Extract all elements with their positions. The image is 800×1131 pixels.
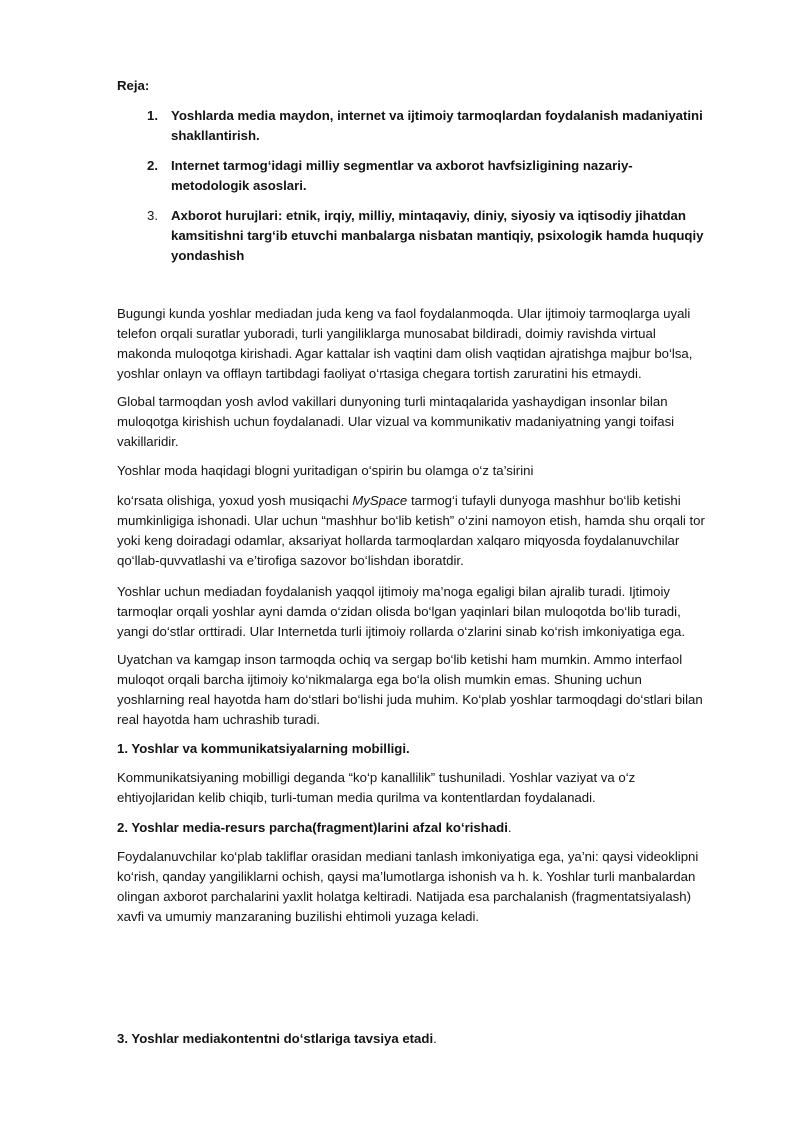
plan-item [117,206,707,266]
plan-list [117,106,707,276]
paragraph: Uyatchan va kamgap inson tarmoqda ochiq va sergap bo‘lib ketishi ham mumkin. Ammo interfaol muloqot orqali barcha ijtimoiy ko‘nikmalarga ega bo‘la olish mumkin emas. Shuning uchun yoshlarning real hayotda ham do‘stlari bo‘lishi juda muhim. Ko‘plab yoshlar tarmoqdagi do‘stlari bilan real hayotda ham uchrashib turadi. [117,652,703,727]
plan-item-text: Axborot hurujlari: etnik, irqiy, milliy, mintaqaviy, diniy, siyosiy va iqtisodiy jihatdan kamsitishni targ‘ib etuvchi manbalarga nisbatan mantiqiy, psixologik hamda huquqiy yondashish [171,208,704,263]
paragraph: Global tarmoqdan yosh avlod vakillari dunyoning turli mintaqalarida yashaydigan insonlar bilan muloqotga kirishish uchun foydalanadi. Ular vizual va kommunikativ madaniyatning yangi toifasi vakillaridir. [117,394,675,449]
myspace-italic: MySpace [352,493,408,508]
section-heading-text: 2. Yoshlar media-resurs parcha(fragment)larini afzal ko‘rishadi [117,820,508,835]
plan-item-text: Internet tarmog‘idagi milliy segmentlar va axborot havfsizligining nazariy-metodologik asoslari. [171,158,633,193]
section-heading [117,1029,707,1049]
paragraph [117,491,707,571]
paragraph: Yoshlar uchun mediadan foydalanish yaqqol ijtimoiy ma’noga egaligi bilan ajralib turadi. Ijtimoiy tarmoqlar orqali yoshlar ayni damda o‘zidan olisda bo‘lgan yaqinlari bilan muloqotda bo‘lib turadi, yangi do‘stlar orttiradi. Ular Internetda turli ijtimoiy rollarda o‘zlarini sinab ko‘rish imkoniyatiga ega. [117,584,686,639]
plan-item-text: Yoshlarda media maydon, internet va ijtimoiy tarmoqlardan foydalanish madaniyatini shakllantirish. [171,108,703,143]
paragraph-text: tarmog‘i tufayli dunyoga mashhur bo‘lib ketishi mumkinligiga ishonadi. Ular uchun “mashhur bo‘lib ketish” o‘zini namoyon etish, hamda shu orqali tor yoki keng doiradagi odamlar, aksariyat hollarda tarmoqlardan xalqaro miqyosda foydalanuvchilar qo‘llab-quvvatlashi va e’tirofiga sazovor bo‘lishdan iboratdir. [117,493,705,568]
plan-item [117,106,707,146]
plan-item-number: 3. [147,208,158,223]
paragraph: Bugungi kunda yoshlar mediadan juda keng va faol foydalanmoqda. Ular ijtimoiy tarmoqlarga uyali telefon orqali suratlar yuboradi, turli yangiliklarga munosabat bildiradi, doimiy ravishda virtual makonda muloqotga kirishadi. Agar kattalar ish vaqtini dam olish vaqtidan ajratishga majbur bo‘lsa, yoshlar onlayn va offlayn tartibdagi faoliyat o‘rtasiga chegara tortish zaruratini his etmaydi. [117,306,693,381]
paragraph: Yoshlar moda haqidagi blogni yuritadigan o‘spirin bu olamga o‘z ta’sirini [117,463,534,478]
paragraph-text: ko‘rsata olishiga, yoxud yosh musiqachi [117,493,353,508]
plan-item [117,156,707,196]
section-heading: 1. Yoshlar va kommunikatsiyalarning mobilligi. [117,741,410,756]
plan-item-number: 1. [147,108,158,123]
section-heading-text: 3. Yoshlar mediakontentni do‘stlariga tavsiya etadi [117,1031,434,1046]
paragraph: Foydalanuvchilar ko‘plab takliflar orasidan mediani tanlash imkoniyatiga ega, ya’ni: qaysi videoklipni ko‘rish, qanday yangiliklarni ochish, qaysi ma’lumotlarga ishonish va h. k. Yoshlar turli manbalardan olingan axborot parchalarini yaxlit holatga keltiradi. Natijada esa parchalanish (fragmentatsiyalash) xavfi va umumiy manzaraning buzilishi ehtimoli yuzaga keladi. [117,849,699,924]
section-heading-tail: . [433,1031,437,1046]
paragraph: Kommunikatsiyaning mobilligi deganda “ko‘p kanallilik” tushuniladi. Yoshlar vaziyat va o‘z ehtiyojlaridan kelib chiqib, turli-tuman media qurilma va kontentlardan foydalanadi. [117,770,636,805]
section-heading-tail: . [507,820,512,835]
section-heading [117,818,707,838]
plan-title: Reja: [117,78,150,93]
plan-item-number: 2. [147,158,158,173]
